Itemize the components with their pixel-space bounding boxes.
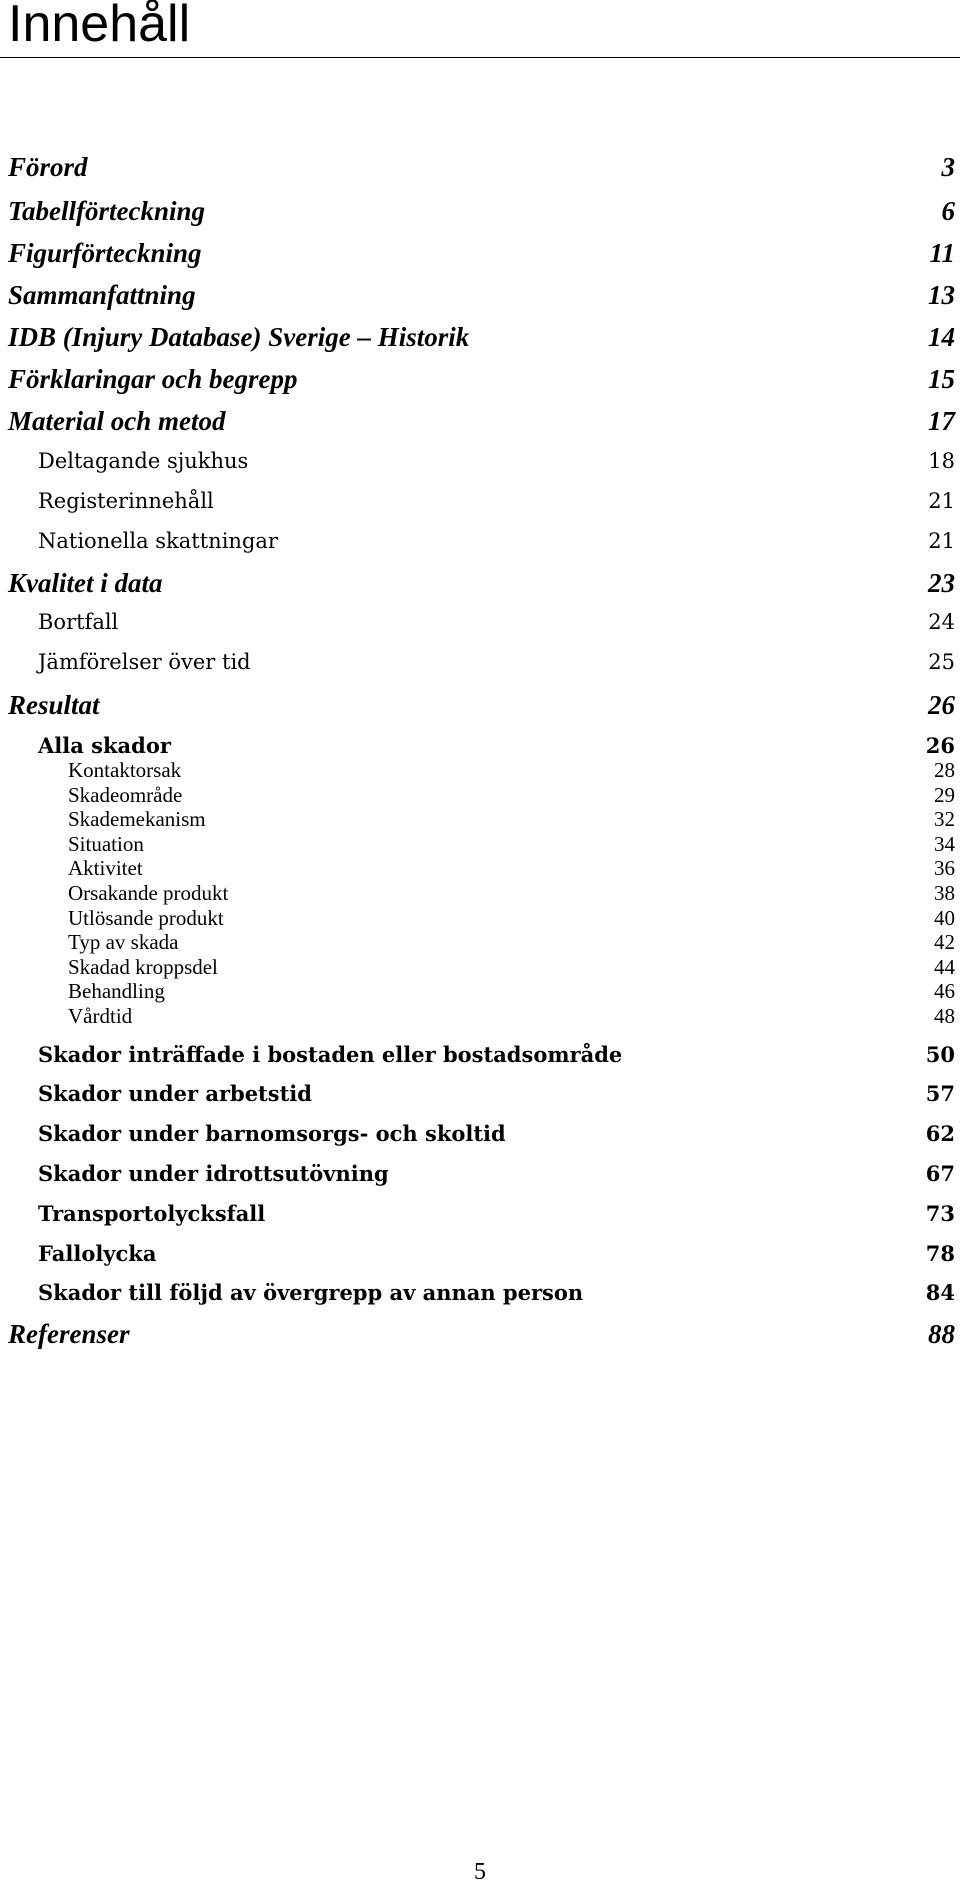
toc-entry-page: 17	[928, 406, 955, 436]
toc-entry-label: Skadad kroppsdel	[68, 955, 218, 979]
toc-entry[interactable]	[0, 692, 955, 719]
toc-entry-page: 78	[925, 1241, 955, 1266]
toc-entry-label: Kvalitet i data	[8, 568, 163, 598]
toc-entry-page: 67	[925, 1161, 955, 1186]
toc-entry-label: Behandling	[68, 979, 165, 1003]
toc-entry-page: 15	[928, 364, 955, 394]
toc-entry-label: Skador under barnomsorgs- och skoltid	[38, 1121, 506, 1146]
toc-entry-label: Deltagande sjukhus	[38, 449, 249, 473]
toc-entry[interactable]	[0, 1203, 955, 1224]
toc-entry-label: Alla skador	[38, 733, 171, 758]
toc-entry-label: Referenser	[8, 1319, 130, 1349]
toc-entry[interactable]	[0, 1123, 955, 1144]
toc-entry-page: 88	[928, 1319, 955, 1349]
page-title: Innehåll	[8, 0, 191, 53]
toc-entry-page: 84	[925, 1280, 955, 1305]
toc-entry-label: Kontaktorsak	[68, 758, 182, 782]
toc-entry-page: 25	[928, 650, 955, 674]
toc-entry-page: 36	[934, 856, 955, 880]
toc-entry-label: Sammanfattning	[8, 280, 196, 310]
toc-entry-page: 48	[934, 1004, 955, 1028]
toc-entry-label: Transportolycksfall	[38, 1201, 266, 1226]
toc-entry-label: Jämförelser över tid	[38, 650, 251, 674]
toc-entry[interactable]	[0, 451, 955, 472]
toc-entry-label: Skador till följd av övergrepp av annan person	[38, 1280, 584, 1305]
toc-entry-label: Skadeområde	[68, 783, 183, 807]
toc-entry[interactable]	[0, 1321, 955, 1348]
toc-entry[interactable]	[0, 1044, 955, 1065]
toc-entry[interactable]	[0, 1163, 955, 1184]
toc-entry[interactable]	[0, 324, 955, 351]
toc-entry[interactable]	[0, 240, 955, 267]
toc-entry[interactable]	[0, 570, 955, 597]
toc-entry-label: Bortfall	[38, 610, 119, 634]
toc-entry-page: 73	[925, 1201, 955, 1226]
toc-entry-page: 57	[925, 1081, 955, 1106]
toc-entry-label: Utlösande produkt	[68, 906, 224, 930]
toc-entry-page: 23	[928, 568, 955, 598]
toc-entry-label: Fallolycka	[38, 1241, 157, 1266]
toc-entry-page: 29	[934, 783, 955, 807]
toc-entry-page: 44	[934, 955, 955, 979]
toc-entry[interactable]	[0, 957, 955, 978]
toc-entry[interactable]	[0, 760, 955, 781]
toc-entry-label: Figurförteckning	[8, 238, 202, 268]
toc-entry-label: Resultat	[8, 690, 100, 720]
toc-entry[interactable]	[0, 1243, 955, 1264]
toc-entry[interactable]	[0, 858, 955, 879]
toc-entry[interactable]	[0, 908, 955, 929]
toc-entry[interactable]	[0, 834, 955, 855]
toc-entry[interactable]	[0, 282, 955, 309]
toc-entry-page: 14	[928, 322, 955, 352]
toc-entry-label: Förord	[8, 152, 88, 182]
toc-entry[interactable]	[0, 785, 955, 806]
toc-entry-page: 13	[928, 280, 955, 310]
toc-entry[interactable]	[0, 491, 955, 512]
toc-entry[interactable]	[0, 366, 955, 393]
toc-entry[interactable]	[0, 883, 955, 904]
toc-entry-label: Nationella skattningar	[38, 529, 278, 553]
toc-entry-label: Tabellförteckning	[8, 196, 206, 226]
toc-entry-label: Registerinnehåll	[38, 489, 214, 513]
toc-entry[interactable]	[0, 1282, 955, 1303]
toc-entry[interactable]	[0, 1083, 955, 1104]
toc-entry-page: 50	[925, 1042, 955, 1067]
toc-entry-page: 21	[928, 529, 955, 553]
toc-entry[interactable]	[0, 531, 955, 552]
toc-entry-page: 24	[928, 610, 955, 634]
toc-entry[interactable]	[0, 408, 955, 435]
toc-entry-page: 40	[934, 906, 955, 930]
toc-entry[interactable]	[0, 932, 955, 953]
toc-entry[interactable]	[0, 1006, 955, 1027]
toc-entry-page: 42	[934, 930, 955, 954]
toc-entry-page: 6	[941, 196, 955, 226]
toc-entry-label: Skador inträffade i bostaden eller bostadsområde	[38, 1042, 623, 1067]
toc-entry-page: 46	[934, 979, 955, 1003]
toc-entry[interactable]	[0, 981, 955, 1002]
toc-entry-label: Förklaringar och begrepp	[8, 364, 298, 394]
toc-entry-label: Vårdtid	[68, 1004, 133, 1028]
toc-entry-page: 34	[934, 832, 955, 856]
toc-entry-label: Skador under idrottsutövning	[38, 1161, 389, 1186]
toc-entry-page: 21	[928, 489, 955, 513]
toc-entry-label: Typ av skada	[68, 930, 179, 954]
page-number: 5	[474, 1859, 486, 1885]
toc-entry-label: Skador under arbetstid	[38, 1081, 312, 1106]
toc-entry-page: 18	[928, 449, 955, 473]
toc-entry-label: IDB (Injury Database) Sverige – Historik	[8, 322, 470, 352]
toc-entry-label: Material och metod	[8, 406, 226, 436]
toc-entry-page: 3	[941, 152, 955, 182]
toc-entry-page: 38	[934, 881, 955, 905]
toc-entry-label: Aktivitet	[68, 856, 143, 880]
toc-entry-page: 62	[925, 1121, 955, 1146]
toc-entry[interactable]	[0, 198, 955, 225]
toc-entry-label: Orsakande produkt	[68, 881, 229, 905]
toc-entry[interactable]	[0, 735, 955, 756]
toc-entry[interactable]	[0, 154, 955, 181]
toc-entry-label: Situation	[68, 832, 144, 856]
toc-entry-page: 32	[934, 807, 955, 831]
toc-entry-page: 11	[929, 238, 955, 268]
title-divider	[0, 57, 960, 58]
toc-entry-page: 26	[925, 733, 955, 758]
toc-entry[interactable]	[0, 652, 955, 673]
toc-entry-page: 26	[928, 690, 955, 720]
toc-entry[interactable]	[0, 809, 955, 830]
toc-entry-page: 28	[934, 758, 955, 782]
toc-entry-label: Skademekanism	[68, 807, 206, 831]
toc-entry[interactable]	[0, 612, 955, 633]
